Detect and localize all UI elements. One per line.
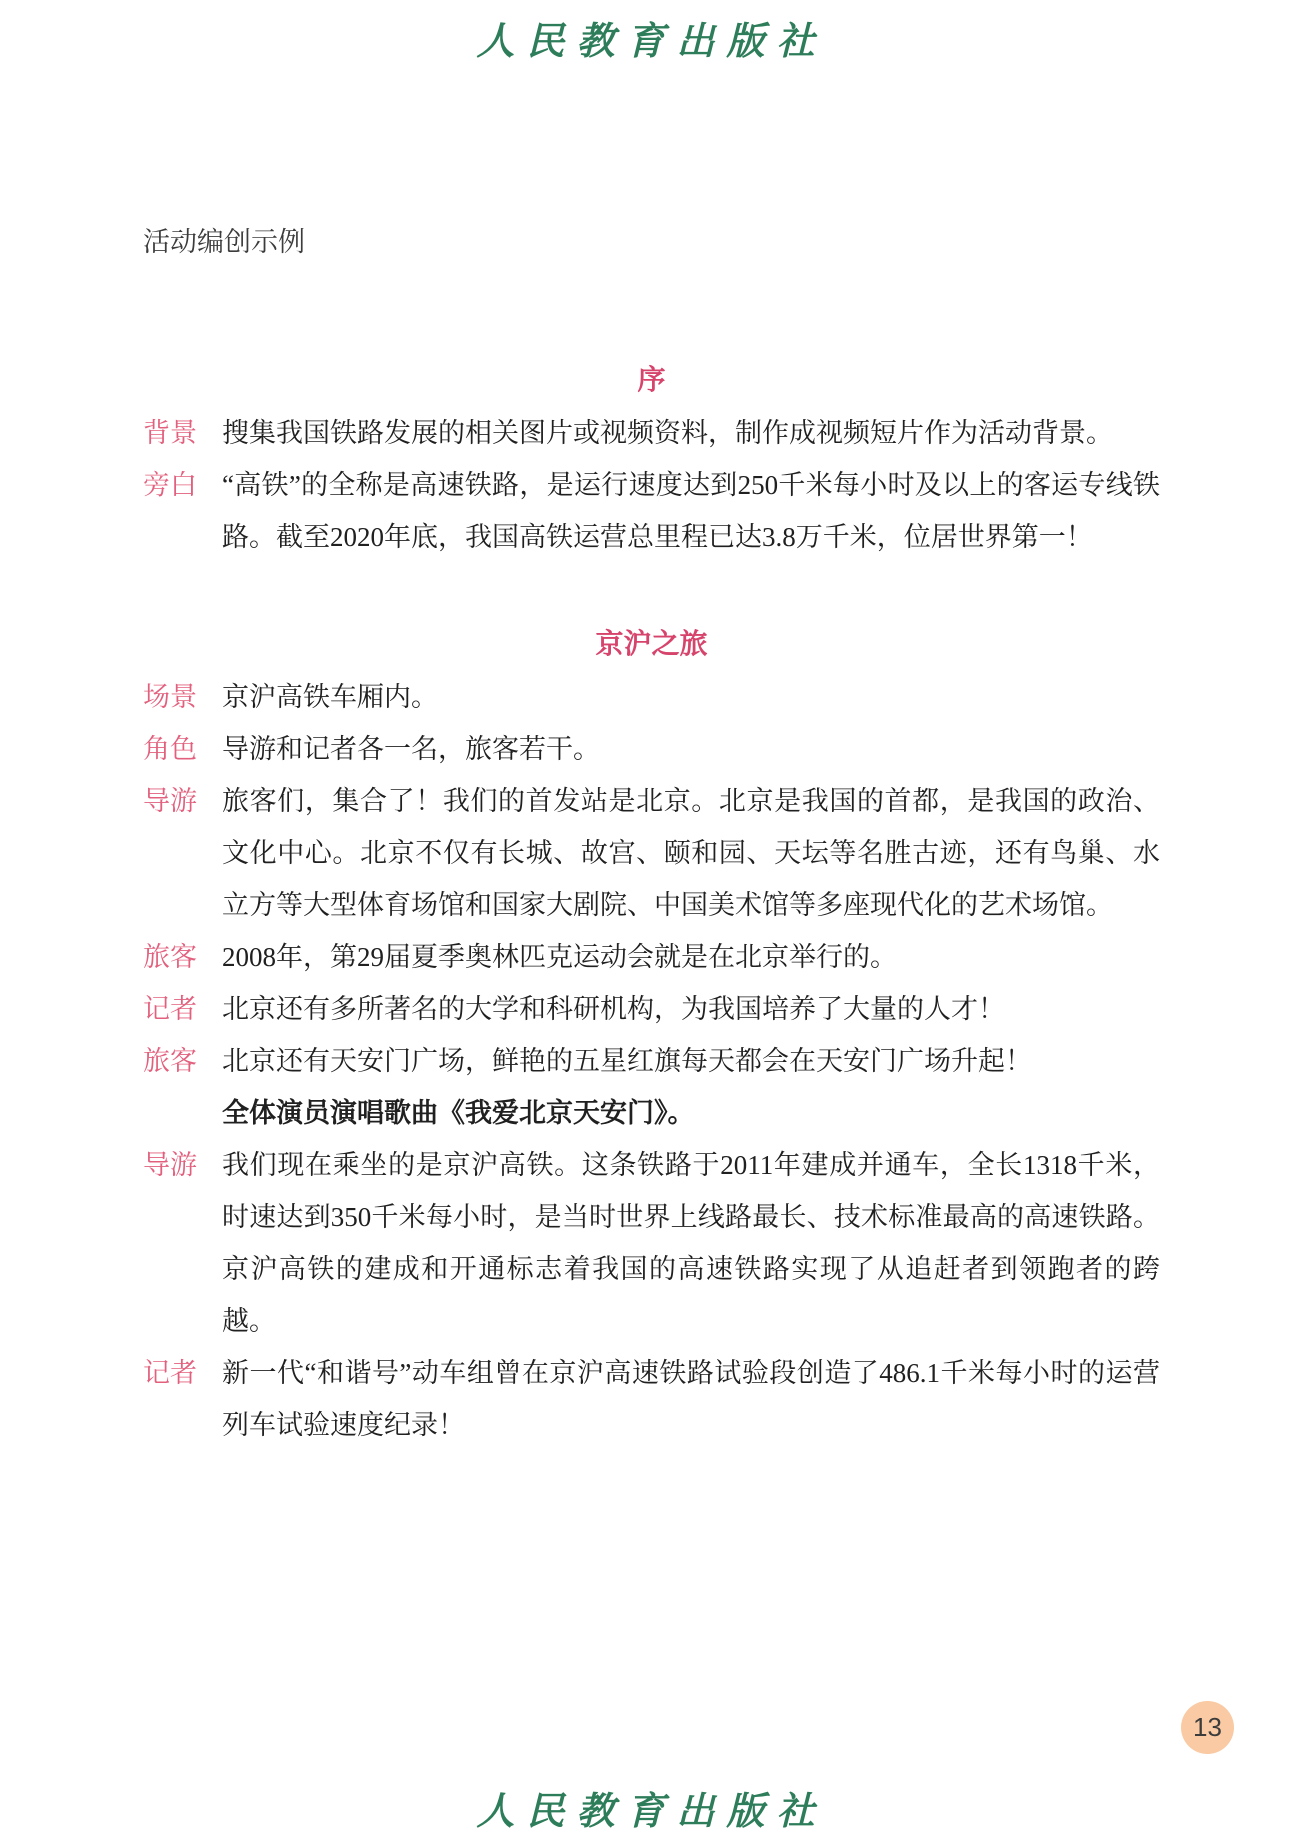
dialogue-row — [143, 1035, 1160, 1087]
dialogue-row — [143, 1087, 1160, 1139]
dialogue-text: 旅客们，集合了！我们的首发站是北京。北京是我国的首都，是我国的政治、文化中心。北京不仅有长城、故宫、颐和园、天坛等名胜古迹，还有鸟巢、水立方等大型体育场馆和国家大剧院、中国美术馆等多座现代化的艺术场馆。 — [222, 786, 1160, 920]
dialogue-text: 京沪高铁车厢内。 — [222, 682, 438, 712]
speaker-label: 导游 — [143, 1150, 197, 1180]
dialogue-text: 导游和记者各一名，旅客若干。 — [222, 734, 600, 764]
dialogue-row — [143, 775, 1160, 931]
speaker-label: 角色 — [143, 734, 197, 764]
dialogue-text: 新一代“和谐号”动车组曾在京沪高速铁路试验段创造了486.1千米每小时的运营列车试验速度纪录！ — [222, 1358, 1160, 1440]
publisher-logo-top: 人民教育出版社 — [476, 18, 827, 63]
page-content — [143, 0, 1160, 1451]
dialogue-row — [143, 671, 1160, 723]
page-number-badge — [1181, 1701, 1234, 1754]
speaker-label: 场景 — [143, 682, 197, 712]
speaker-label: 背景 — [143, 418, 197, 448]
speaker-label: 记者 — [143, 1358, 197, 1388]
dialogue-row — [143, 931, 1160, 983]
publisher-logo-bottom: 人民教育出版社 — [476, 1788, 827, 1833]
dialogue-text: 搜集我国铁路发展的相关图片或视频资料，制作成视频短片作为活动背景。 — [222, 418, 1113, 448]
section-heading-journey: 京沪之旅 — [595, 629, 708, 660]
page-number: 13 — [1193, 1712, 1222, 1742]
stage-direction: 全体演员演唱歌曲《我爱北京天安门》。 — [222, 1098, 695, 1128]
speaker-label: 旅客 — [143, 942, 197, 972]
dialogue-text: “高铁”的全称是高速铁路，是运行速度达到250千米每小时及以上的客运专线铁路。截至2020年底，我国高铁运营总里程已达3.8万千米，位居世界第一！ — [222, 470, 1160, 552]
dialogue-text: 我们现在乘坐的是京沪高铁。这条铁路于2011年建成并通车，全长1318千米，时速达到350千米每小时，是当时世界上线路最长、技术标准最高的高速铁路。京沪高铁的建成和开通标志着我国的高速铁路实现了从追赶者到领跑者的跨越。 — [222, 1150, 1160, 1336]
dialogue-row — [143, 407, 1160, 459]
dialogue-text: 北京还有多所著名的大学和科研机构，为我国培养了大量的人才！ — [222, 994, 1005, 1024]
dialogue-row — [143, 1139, 1160, 1347]
page-title: 活动编创示例 — [143, 227, 305, 257]
section-heading-prologue: 序 — [637, 365, 666, 396]
dialogue-row — [143, 459, 1160, 563]
dialogue-text: 2008年，第29届夏季奥林匹克运动会就是在北京举行的。 — [222, 942, 897, 972]
speaker-label: 旁白 — [143, 470, 197, 500]
speaker-label: 旅客 — [143, 1046, 197, 1076]
dialogue-text: 北京还有天安门广场，鲜艳的五星红旗每天都会在天安门广场升起！ — [222, 1046, 1032, 1076]
dialogue-row — [143, 723, 1160, 775]
speaker-label: 记者 — [143, 994, 197, 1024]
dialogue-row — [143, 1347, 1160, 1451]
dialogue-row — [143, 983, 1160, 1035]
speaker-label: 导游 — [143, 786, 197, 816]
